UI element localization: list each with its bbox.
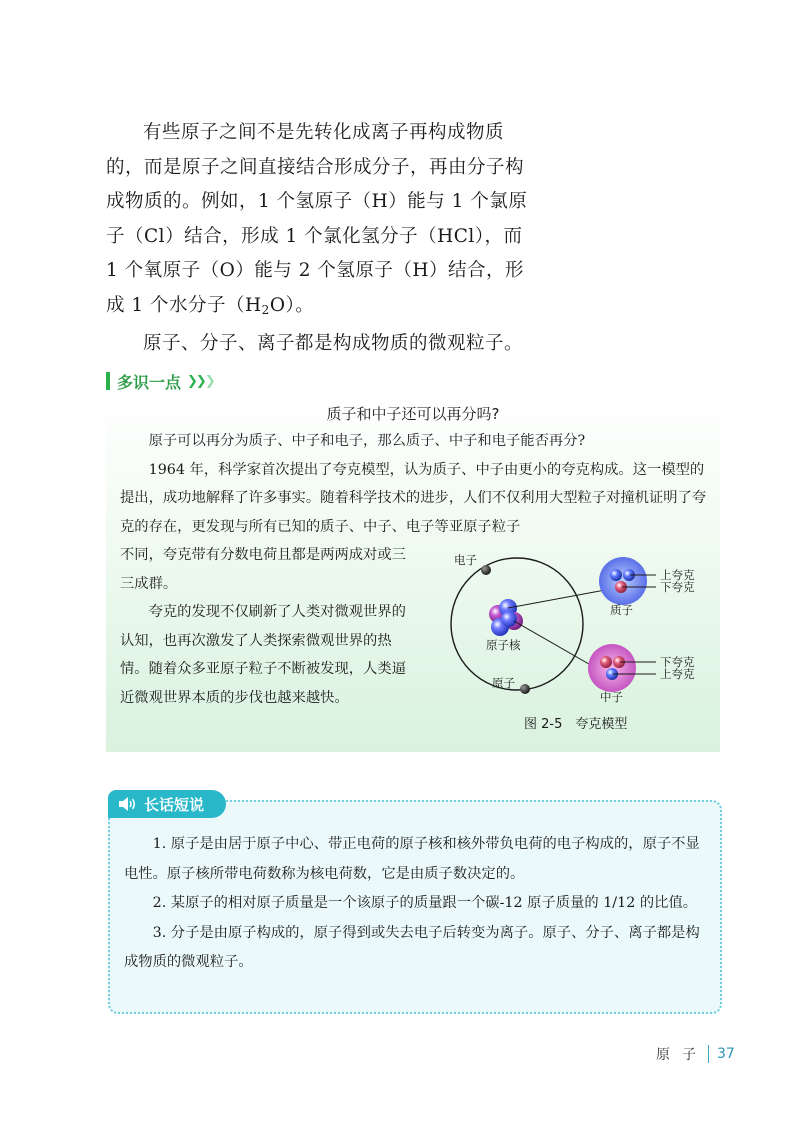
quark-model-diagram: [440, 548, 710, 718]
more-paragraph-2-cont: 不同，夸克带有分数电荷且都是两两成对或三三成群。: [120, 547, 406, 592]
up-quark-1: [610, 569, 622, 581]
summary-item-2: 2. 某原子的相对原子质量是一个该原子的质量跟一个碳-12 原子质量的 1/12 的比值。: [152, 895, 698, 911]
more-paragraph-1: 原子可以再分为质子、中子和电子，那么质子、中子和电子能否再分?: [148, 433, 586, 449]
water-subscript: 2: [261, 302, 270, 317]
chevrons-icon: ❯❯❯: [187, 373, 214, 389]
intro-text: [106, 116, 536, 362]
proton: [599, 557, 647, 605]
summary-item-1: 1. 原子是由居于原子中心、带正电荷的原子核和核外带负电荷的电子构成的，原子不显电性。原子核所带电荷数称为核电荷数，它是由质子数决定的。: [124, 836, 700, 882]
page-number: 37: [717, 1046, 735, 1062]
electron-top: [481, 565, 491, 575]
footer-separator: [708, 1045, 709, 1063]
down-quark-2: [600, 656, 612, 668]
page-footer: [656, 1043, 735, 1065]
more-knowledge-title: 多识一点: [117, 372, 182, 392]
summary-body: [124, 830, 704, 978]
label-neutron-up-quark: 上夸克: [660, 667, 695, 681]
header-bar: [106, 372, 110, 390]
intro-paragraph-1: [106, 116, 536, 327]
more-left-column: [120, 541, 410, 713]
label-proton: 质子: [610, 603, 633, 617]
nucleus: [489, 599, 523, 636]
more-knowledge-header: [106, 369, 214, 393]
label-neutron-down-quark: 下夸克: [660, 655, 695, 669]
intro-paragraph-1-end: O）。: [269, 294, 315, 316]
label-nucleus: 原子核: [486, 638, 521, 652]
summary-title: 长话短说: [144, 795, 205, 814]
electron-bottom: [520, 684, 530, 694]
footer-chapter-title: 原子: [656, 1047, 708, 1063]
speaker-icon: [118, 797, 138, 811]
more-paragraph-2: 1964 年，科学家首次提出了夸克模型，认为质子、中子由更小的夸克构成。这一模型的提出，成功地解释了许多事实。随着科学技术的进步，人们不仅利用大型粒子对撞机证明了夸克的存在，更发现与所有已知的质子、中子、电子等亚原子粒子: [120, 461, 707, 535]
label-proton-up-quark: 上夸克: [660, 568, 695, 582]
intro-paragraph-2: 原子、分子、离子都是构成物质的微观粒子。: [143, 333, 524, 354]
figure-caption: 图 2-5 夸克模型: [524, 717, 628, 732]
label-electron: 电子: [454, 553, 477, 567]
intro-paragraph-1-text: 有些原子之间不是先转化成离子再构成物质的，而是原子之间直接结合形成分子，再由分子构成物质的。例如，1 个氢原子（H）能与 1 个氯原子（Cl）结合，形成 1 个氯化氢分子（HCl），而 1 个氧原子（O）能与 2 个氢原子（H）结合，形成 1 个水分子（H: [106, 122, 528, 316]
label-neutron: 中子: [600, 690, 623, 704]
more-paragraph-3: 夸克的发现不仅刷新了人类对微观世界的认知，也再次激发了人类探索微观世界的热情。随着众多亚原子粒子不断被发现，人类逼近微观世界本质的步伐也越来越快。: [120, 604, 406, 706]
more-body: [120, 427, 718, 541]
summary-item-3: 3. 分子是由原子构成的，原子得到或失去电子后转变为离子。原子、分子、离子都是构成物质的微观粒子。: [124, 924, 700, 970]
summary-tab: [108, 790, 226, 818]
more-question-title: 质子和中子还可以再分吗?: [326, 405, 500, 423]
label-atom: 原子: [492, 676, 515, 690]
label-proton-down-quark: 下夸克: [660, 580, 695, 594]
